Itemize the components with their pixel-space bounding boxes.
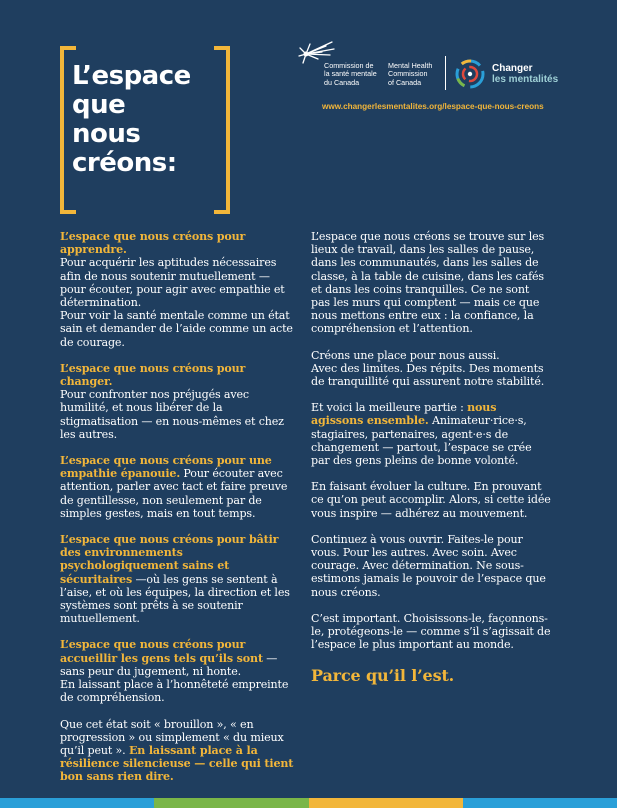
- paragraph-accueillir: L’espace que nous créons pour accueillir les gens tels qu’ils sont — sans peur du jugement, ni honte. En laissant place à l’honnêteté empreinte de compréhension.: [60, 638, 289, 705]
- paragraph-place: Créons une place pour nous aussi. Avec des limites. Des répits. Des moments de tranquillité qui assurent notre stabilité.: [311, 348, 545, 389]
- paragraph-ensemble: Et voici la meilleure partie : nous agissons ensemble. Animateur·rice·s, stagiaires, partenaires, agent·e·s de changement — partout, l’espace se crée par des gens pleins de bonne volonté.: [311, 401, 532, 468]
- paragraph-empathie: L’espace que nous créons pour une empathie épanouie. Pour écouter avec attention, parler avec tact et faire preuve de gentillesse, non seulement par de simples gestes, mais en tout temps.: [60, 454, 288, 520]
- paragraph-environnements: L’espace que nous créons pour bâtir des environnements psychologiquement sains et sécuritaires —où les gens se sentent à l’aise, et où les équipes, la direction et les systèmes sont prêts à se soutenir mutuellement.: [60, 533, 290, 626]
- paragraph-lieux: L’espace que nous créons se trouve sur les lieux de travail, dans les salles de pause, dans les communautés, dans les salles de classe, à la table de cuisine, dans les cafés et dans les coins tranquilles. Ce ne sont pas les murs qui comptent — mais ce que nous mettons entre eux : la confiance, la compréhension et l’attention.: [311, 230, 545, 336]
- stripe-segment-3: [309, 798, 463, 808]
- paragraph-brouillon: Que cet état soit « brouillon », « en progression » ou simplement « du mieux qu’il peut ». En laissant place à la résilience silencieuse — celle qui tient bon sans rien dire.: [60, 717, 294, 784]
- stripe-segment-1: [0, 798, 154, 808]
- page-title: L’espace que nous créons:: [72, 61, 191, 178]
- website-link[interactable]: www.changerlesmentalites.org/lespace-que-nous-creons: [322, 102, 544, 111]
- changer-les-mentalites-wordmark: Changer les mentalités: [492, 63, 559, 85]
- mhcc-name-en: Mental Health Commission of Canada: [388, 61, 433, 87]
- color-stripe: [0, 798, 617, 808]
- paragraph-continuez: Continuez à vous ouvrir. Faites-le pour vous. Pour les autres. Avec soin. Avec courage. Avec détermination. Ne sous-estimons jamais le pouvoir de l’espace que nous créons.: [311, 532, 546, 599]
- paragraph-important: C’est important. Choisissons-le, façonnons-le, protégeons-le — comme s’il s’agissait de l’espace le plus important au monde.: [311, 611, 551, 652]
- title-frame: [60, 46, 230, 214]
- changer-les-mentalites-logo-icon: [454, 58, 486, 90]
- logo-bar: [296, 40, 586, 94]
- closing-statement: Parce qu’il l’est.: [311, 666, 455, 686]
- stripe-segment-2: [154, 798, 308, 808]
- paragraph-apprendre: L’espace que nous créons pour apprendre. Pour acquérir les aptitudes nécessaires afin de nous soutenir mutuellement — pour écouter, pour agir avec empathie et détermination. Pour voir la santé mentale comme un état sain et demander de l’aide comme un acte de courage.: [60, 230, 293, 349]
- paragraph-culture: En faisant évoluer la culture. En prouvant ce qu’on peut accomplir. Alors, si cette idée vous inspire — adhérez au mouvement.: [311, 480, 551, 520]
- left-column: [60, 230, 298, 797]
- right-column: [311, 230, 551, 686]
- logo-divider: [445, 56, 446, 90]
- paragraph-changer: L’espace que nous créons pour changer. Pour confronter nos préjugés avec humilité, et nous libérer de la stigmatisation — en nous-mêmes et chez les autres.: [60, 361, 284, 441]
- mhcc-name-fr: Commission de la santé mentale du Canada: [324, 61, 377, 87]
- stripe-segment-4: [463, 798, 617, 808]
